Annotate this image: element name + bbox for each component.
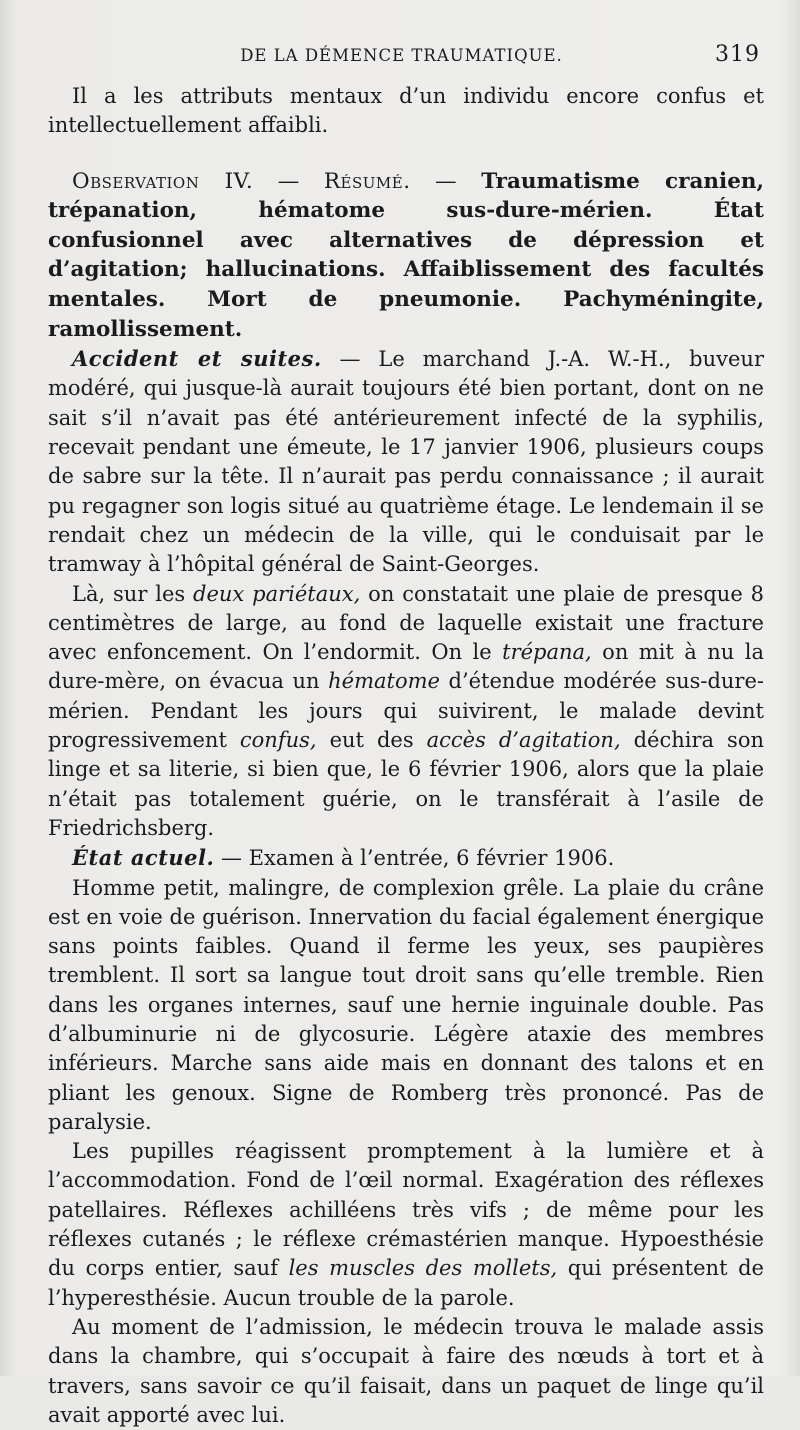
la-italic-trepana: trépana, — [502, 640, 592, 665]
la-text-2: on constatait une plaie de presque 8 centimètres de large, au fond de laquelle existait une fracture avec enfoncement. On l’endormit. On le — [48, 581, 764, 665]
pupilles-text-2: qui présentent de l’hyperesthésie. Aucun trouble de la parole. — [48, 1256, 764, 1310]
accident-paragraph — [48, 344, 764, 579]
page-header — [48, 42, 764, 82]
intro-paragraph: Il a les attributs mentaux d’un individu encore confus et intellectuellement affaibli. — [48, 84, 764, 138]
observation-number: IV. — [224, 168, 254, 194]
accident-label: Accident et suites. — [72, 346, 322, 372]
resume-label: Résumé. — [323, 168, 411, 194]
page-number: 319 — [715, 42, 760, 67]
la-text-1: Là, sur les — [72, 581, 194, 606]
homme-paragraph: Homme petit, malingre, de complexion grêle. La plaie du crâne est en voie de guérison. Innervation du facial également énergique sans points faibles. Quand il ferme les yeux, ses paupières tremblent. Il sort sa langue tout droit sans qu’elle tremble. Rien dans les organes internes, sauf une hernie inguinale double. Pas d’albuminurie ni de glycosurie. Légère ataxie des membres inférieurs. Marche sans aide mais en donnant des talons et en pliant les genoux. Signe de Romberg très prononcé. Pas de paralysie. — [48, 875, 764, 1134]
la-text-3: on mit à nu la dure-mère, on évacua un — [48, 640, 764, 694]
observation-dash: — — [253, 168, 324, 194]
la-italic-agitation: accès d’agitation, — [426, 728, 621, 753]
la-italic-parietaux: deux pariétaux, — [193, 581, 361, 606]
etat-paragraph — [48, 843, 764, 873]
running-title: DE LA DÉMENCE TRAUMATIQUE. — [240, 46, 563, 65]
la-paragraph — [48, 580, 764, 844]
observation-label: Observation — [72, 168, 200, 194]
accident-text: — Le marchand J.-A. W.-H., buveur modéré, qui jusque-là aurait toujours été bien portant, dont on ne sait s’il n’avait pas été antérieurement infecté de la syphilis, recevait pendant une émeute, le 17 janvier 1906, plusieurs coups de sabre sur la tête. Il n’aurait pas perdu connaissance ; il aurait pu regagner son logis situé au quatrième étage. Le lendemain il se rendait chez un médecin de la ville, qui le conduisait par le tramway à l’hôpital général de Saint-Georges. — [48, 347, 764, 577]
observation-summary: Traumatisme cranien, trépanation, hématome sus-dure-mérien. État confusionnel avec alternatives de dépression et d’agitation; hallucinations. Affaiblissement des facultés mentales. Mort de pneumonie. Pachyméningite, ramollissement. — [48, 168, 764, 342]
page-body — [48, 82, 764, 1430]
pupilles-italic-mollets: les muscles des mollets, — [288, 1256, 558, 1281]
section-gap — [48, 141, 764, 167]
etat-label: État actuel. — [72, 845, 215, 871]
la-text-5: eut des — [316, 728, 427, 753]
pupilles-text-1: Les pupilles réagissent promptement à la lumière et à l’accommodation. Fond de l’œil normal. Exagération des réflexes patellaires. Réflexes achilléens très vifs ; de même pour les réflexes cutanés ; le réflexe crémastérien manque. Hypoesthésie du corps entier, sauf — [48, 1139, 764, 1281]
pupilles-paragraph — [48, 1137, 764, 1313]
resume-dash: — — [410, 168, 482, 194]
la-italic-hematome: hématome — [328, 669, 440, 694]
etat-text: — Examen à l’entrée, 6 février 1906. — [214, 846, 615, 871]
admission-paragraph: Au moment de l’admission, le médecin trouva le malade assis dans la chambre, qui s’occupait à faire des nœuds à tort et à travers, sans savoir ce qu’il faisait, dans un paquet de linge qu’il avait apporté avec lui. — [48, 1314, 764, 1427]
la-italic-confus: confus, — [239, 728, 317, 753]
la-text-6: déchira son linge et sa literie, si bien que, le 6 février 1906, alors que la plaie n’était pas totalement guérie, on le transférait à l’asile de Friedrichsberg. — [48, 728, 764, 840]
observation-heading — [48, 167, 764, 345]
la-text-4: d’étendue modérée sus-dure-mérien. Pendant les jours qui suivirent, le malade devint progressivement — [48, 669, 764, 753]
